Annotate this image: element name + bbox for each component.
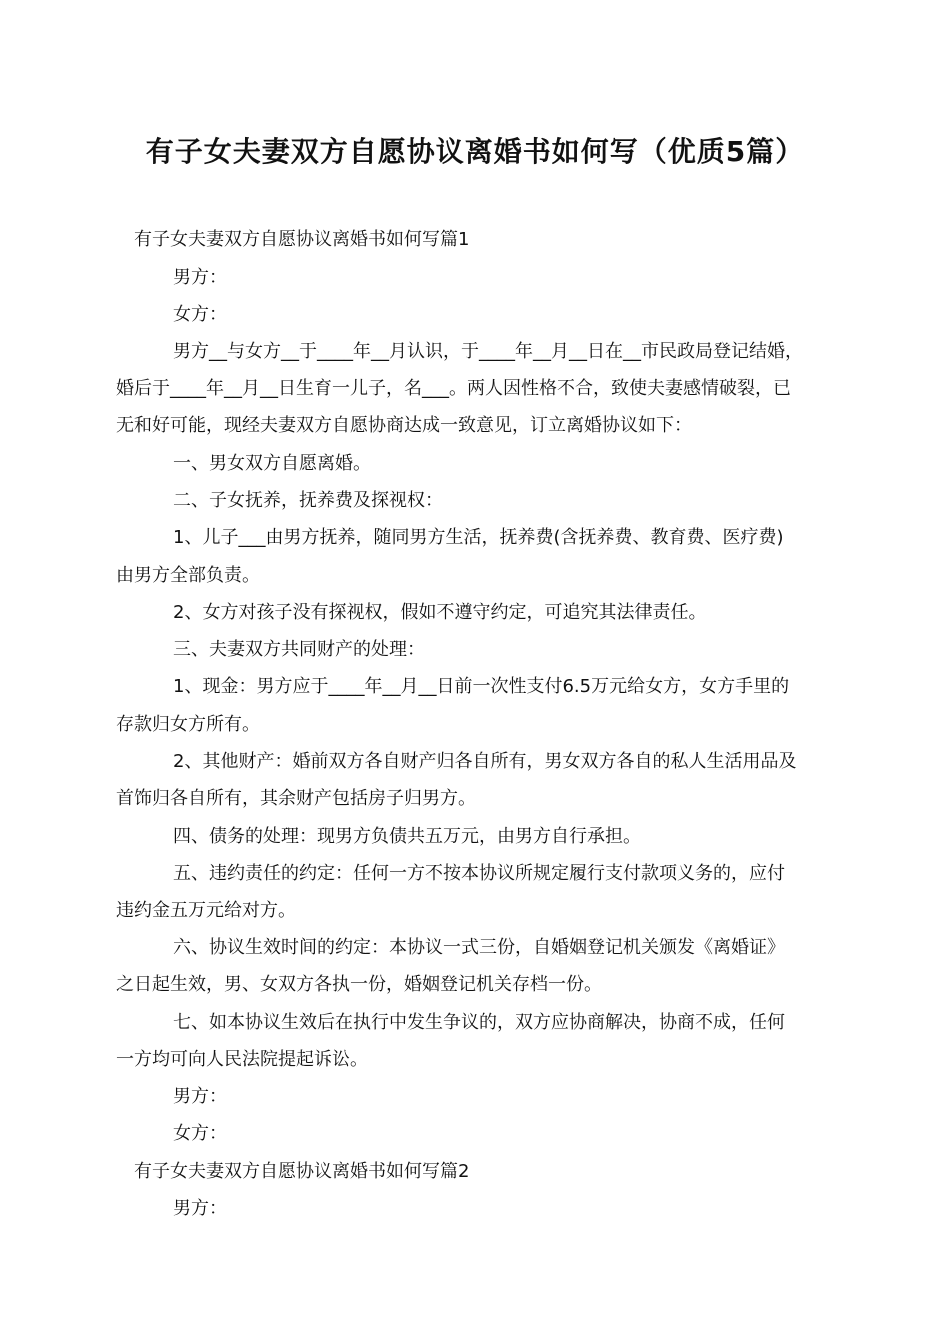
clause-line: 违约金五万元给对方。 xyxy=(116,900,296,921)
clause-line: 一方均可向人民法院提起诉讼。 xyxy=(116,1049,368,1070)
clause-line: 存款归女方所有。 xyxy=(116,714,260,735)
signature-male-label: 男方： xyxy=(173,1086,227,1107)
clause-line: 1、儿子___由男方抚养，随同男方生活，抚养费(含抚养费、教育费、医疗费) xyxy=(173,527,784,548)
clause-line: 二、子女抚养，抚养费及探视权： xyxy=(173,490,443,511)
clause-line: 三、夫妻双方共同财产的处理： xyxy=(173,639,425,660)
clause-line: 一、男女双方自愿离婚。 xyxy=(173,453,371,474)
clause-line: 由男方全部负责。 xyxy=(116,565,260,586)
clause-line: 五、违约责任的约定：任何一方不按本协议所规定履行支付款项义务的，应付 xyxy=(173,863,785,884)
signature-female-label: 女方： xyxy=(173,304,227,325)
section-heading-2: 有子女夫妻双方自愿协议离婚书如何写篇2 xyxy=(134,1161,470,1182)
clause-line: 六、协议生效时间的约定：本协议一式三份，自婚姻登记机关颁发《离婚证》 xyxy=(173,937,785,958)
paragraph-line: 男方__与女方__于____年__月认识，于____年__月__日在__市民政局登记结婚， xyxy=(173,341,803,362)
section-heading-1: 有子女夫妻双方自愿协议离婚书如何写篇1 xyxy=(134,229,470,250)
paragraph-line: 婚后于____年__月__日生育一儿子，名___。两人因性格不合，致使夫妻感情破裂，已 xyxy=(116,378,791,399)
clause-line: 七、如本协议生效后在执行中发生争议的，双方应协商解决，协商不成，任何 xyxy=(173,1012,785,1033)
clause-line: 1、现金：男方应于____年__月__日前一次性支付6.5万元给女方，女方手里的 xyxy=(173,676,790,697)
clause-line: 四、债务的处理：现男方负债共五万元，由男方自行承担。 xyxy=(173,826,641,847)
clause-line: 首饰归各自所有，其余财产包括房子归男方。 xyxy=(116,788,476,809)
signature-male-label: 男方： xyxy=(173,267,227,288)
document-title: 有子女夫妻双方自愿协议离婚书如何写（优质5篇） xyxy=(145,135,805,168)
clause-line: 之日起生效，男、女双方各执一份，婚姻登记机关存档一份。 xyxy=(116,974,602,995)
signature-male-label: 男方： xyxy=(173,1198,227,1219)
paragraph-line: 无和好可能，现经夫妻双方自愿协商达成一致意见，订立离婚协议如下： xyxy=(116,415,692,436)
clause-line: 2、其他财产：婚前双方各自财产归各自所有，男女双方各自的私人生活用品及 xyxy=(173,751,797,772)
signature-female-label: 女方： xyxy=(173,1123,227,1144)
clause-line: 2、女方对孩子没有探视权，假如不遵守约定，可追究其法律责任。 xyxy=(173,602,707,623)
